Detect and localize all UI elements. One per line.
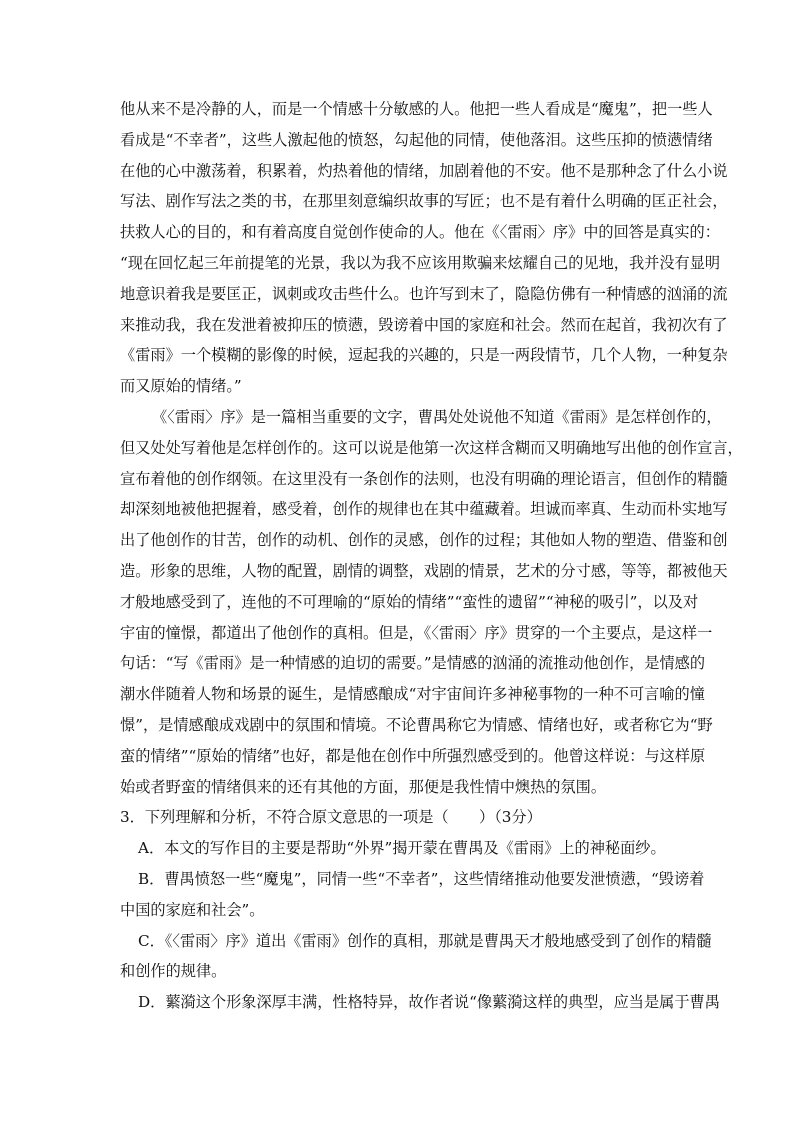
text-line: 他从来不是冷静的人，而是一个情感十分敏感的人。他把一些人看成是“魔鬼”，把一些人 — [120, 100, 713, 118]
document-body — [120, 94, 743, 1018]
option-a: A．本文的写作目的主要是帮助“外界”揭开蒙在曹禺及《雷雨》上的神秘面纱。 — [138, 839, 666, 858]
option-c-continuation: 和创作的规律。 — [120, 962, 227, 981]
text-line: 蛮的情绪”“原始的情绪”也好，都是他在创作中所强烈感受到的。他曾这样说：与这样原 — [120, 746, 706, 765]
text-line: 却深刻地被他把握着，感受着，创作的规律也在其中蕴藏着。坦诚而率真、生动而朴实地写 — [120, 500, 728, 519]
question-stem: 3．下列理解和分析，不符合原文意思的一项是（ ）（3分） — [120, 808, 542, 827]
text-line: 句话：“写《雷雨》是一种情感的迫切的需要。”是情感的汹涌的流推动他创作，是情感的 — [120, 654, 706, 673]
question-3 — [120, 802, 720, 1018]
option-d: D．蘩漪这个形象深厚丰满，性格特异，故作者说“像蘩漪这样的典型，应当是属于曹禺 — [138, 993, 720, 1012]
text-line: 看成是“不幸者”，这些人激起他的愤怒，勾起他的同情，使他落泪。这些压抑的愤懑情绪 — [120, 130, 713, 149]
option-b-continuation: 中国的家庭和社会”。 — [120, 900, 265, 919]
text-line: “现在回忆起三年前提笔的光景，我以为我不应该用欺骗来炫耀自己的见地，我并没有显明 — [120, 253, 721, 272]
text-line: 来推动我，我在发泄着被抑压的愤懑，毁谤着中国的家庭和社会。然而在起首，我初次有了 — [120, 315, 728, 334]
text-line: 《雷雨》一个模糊的影像的时候，逗起我的兴趣的，只是一两段情节，几个人物，一种复杂 — [120, 346, 728, 365]
passage-paragraph-2 — [120, 402, 743, 802]
text-line: 而又原始的情绪。” — [120, 377, 242, 396]
text-line: 憬”，是情感酿成戏剧中的氛围和情境。不论曹禺称它为情感、情绪也好，或者称它为“野 — [120, 715, 713, 734]
passage-paragraph-1 — [120, 94, 728, 402]
option-b: B．曹禺愤怒一些“魔鬼”，同情一些“不幸者”，这些情绪推动他要发泄愤懑，“毁谤着 — [138, 869, 705, 888]
text-line: 才般地感受到了，连他的不可理喻的“原始的情绪”“蛮性的遗留”“神秘的吸引”，以及对 — [120, 592, 699, 611]
text-line: 《〈雷雨〉序》是一篇相当重要的文字，曹禺处处说他不知道《雷雨》是怎样创作的， — [152, 407, 722, 426]
text-line: 扶救人心的目的，和有着高度自觉创作使命的人。他在《〈雷雨〉序》中的回答是真实的： — [120, 223, 720, 242]
text-line: 宇宙的憧憬，都道出了他创作的真相。但是，《〈雷雨〉序》贯穿的一个主要点，是这样一 — [120, 623, 713, 642]
text-line: 始或者野蛮的情绪俱来的还有其他的方面，那便是我性情中燠热的氛围。 — [120, 777, 606, 796]
text-line: 造。形象的思维，人物的配置，剧情的调整，戏剧的情景，艺术的分寸感，等等，都被他天 — [120, 561, 728, 580]
text-line: 写法、剧作写法之类的书，在那里刻意编织故事的写匠；也不是有着什么明确的匡正社会， — [120, 192, 728, 211]
text-line: 在他的心中激荡着，积累着，灼热着他的情绪，加剧着他的不安。他不是那种念了什么小说 — [120, 161, 728, 180]
text-line: 但又处处写着他是怎样创作的。这可以说是他第一次这样含糊而又明确地写出他的创作宣言， — [120, 438, 743, 457]
text-line: 地意识着我是要匡正，讽刺或攻击些什么。也许写到末了，隐隐仿佛有一种情感的汹涌的流 — [120, 284, 728, 303]
text-line: 出了他创作的甘苦，创作的动机、创作的灵感，创作的过程；其他如人物的塑造、借鉴和创 — [120, 531, 728, 550]
text-line: 潮水伴随着人物和场景的诞生，是情感酿成“对宇宙间许多神秘事物的一种不可言喻的憧 — [120, 685, 705, 704]
text-line: 宣布着他的创作纲领。在这里没有一条创作的法则，也没有明确的理论语言，但创作的精髓 — [120, 469, 728, 488]
option-c: C．《〈雷雨〉序》道出《雷雨》创作的真相，那就是曹禺天才般地感受到了创作的精髓 — [138, 931, 712, 950]
